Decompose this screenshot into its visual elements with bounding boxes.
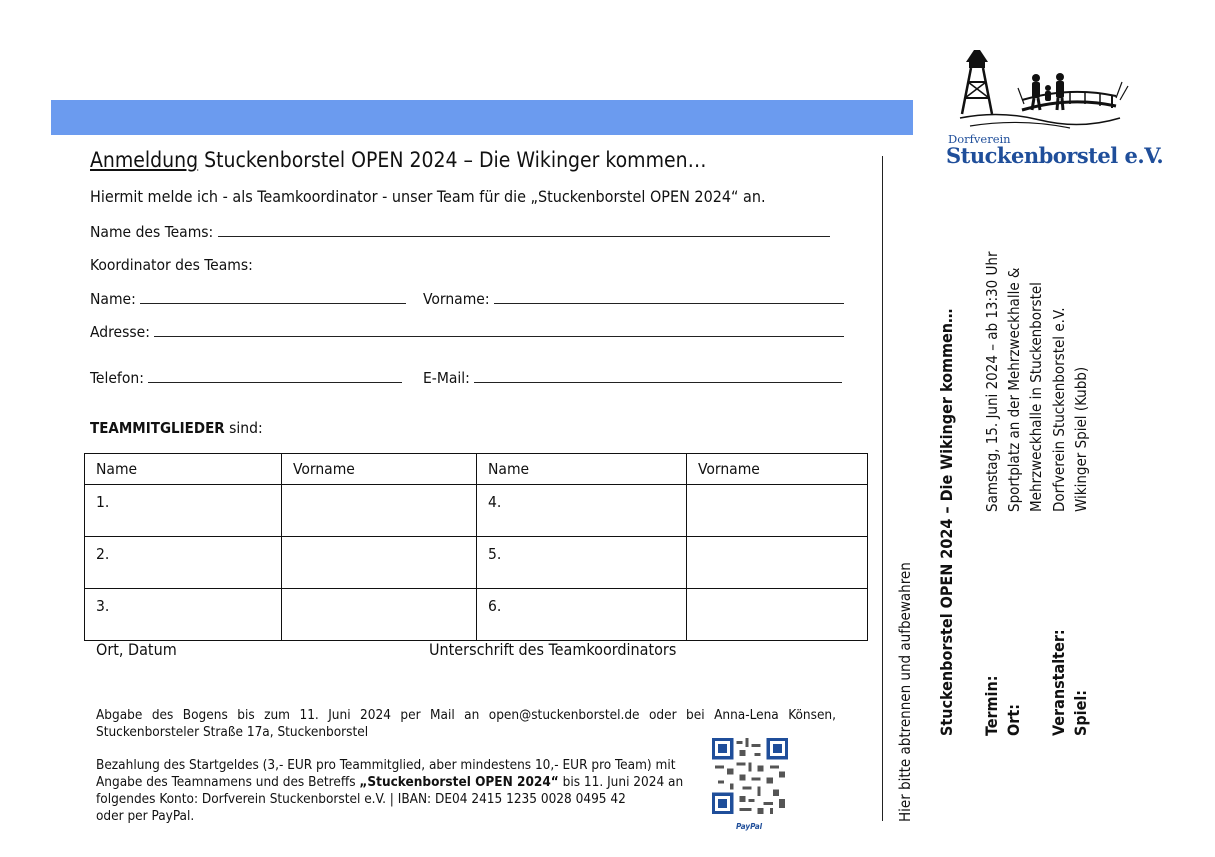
logo-small-text: Dorfverein xyxy=(948,132,1011,146)
member-vorname-cell[interactable] xyxy=(687,485,868,537)
spiel-label: Spiel: xyxy=(1071,689,1090,736)
coordinator-label: Koordinator des Teams: xyxy=(90,256,253,274)
email-field[interactable] xyxy=(474,368,842,383)
adresse-field[interactable] xyxy=(154,322,844,337)
member-name-cell[interactable]: 2. xyxy=(85,537,282,589)
payment-line-2 xyxy=(96,774,683,791)
spiel-value: Wikinger Spiel (Kubb) xyxy=(1072,366,1090,512)
member-vorname-cell[interactable] xyxy=(282,589,477,641)
header-bar xyxy=(51,100,913,135)
member-vorname-cell[interactable] xyxy=(282,537,477,589)
stub-labels-1 xyxy=(981,676,1025,737)
paypal-qr-code[interactable] xyxy=(712,738,788,814)
table-row xyxy=(85,485,868,537)
members-label xyxy=(90,419,263,437)
paypal-caption: PayPal xyxy=(736,822,763,831)
signature-label: Unterschrift des Teamkoordinators xyxy=(429,640,677,659)
table-row xyxy=(85,589,868,641)
member-vorname-cell[interactable] xyxy=(687,537,868,589)
submission-note xyxy=(96,707,836,741)
header-name-2: Name xyxy=(477,454,687,485)
stub-values-2 xyxy=(1048,307,1092,512)
vorname-row xyxy=(423,289,844,308)
cut-line xyxy=(882,156,883,821)
table-header-row xyxy=(85,454,868,485)
adresse-label: Adresse: xyxy=(90,323,150,341)
payment-line-3: folgendes Konto: Dorfverein Stuckenborstel e.V. | IBAN: DE04 2415 1235 0028 0495 42 xyxy=(96,791,626,807)
member-name-cell[interactable]: 6. xyxy=(477,589,687,641)
email-row xyxy=(423,368,842,387)
stub-values-1 xyxy=(981,252,1047,513)
name-row xyxy=(90,289,406,308)
title-rest: Stuckenborstel OPEN 2024 – Die Wikinger kommen… xyxy=(198,148,707,172)
telefon-label: Telefon: xyxy=(90,369,144,387)
logo-big-text: Stuckenborstel e.V. xyxy=(946,143,1164,168)
payment-line-2c: bis 11. Juni 2024 an xyxy=(558,774,684,790)
veranstalter-label: Veranstalter: xyxy=(1049,629,1068,736)
member-name-cell[interactable]: 1. xyxy=(85,485,282,537)
vorname-field[interactable] xyxy=(494,289,844,304)
payment-line-1: Bezahlung des Startgeldes (3,- EUR pro Teammitglied, aber mindestens 10,- EUR pro Team) mit xyxy=(96,757,676,773)
payment-line-2a: Angabe des Teamnamens und des Betreffs xyxy=(96,774,360,790)
members-label-rest: sind: xyxy=(224,419,263,437)
table-row xyxy=(85,537,868,589)
form-title xyxy=(90,148,707,172)
payment-line-4: oder per PayPal. xyxy=(96,808,195,824)
stub-event-title: Stuckenborstel OPEN 2024 – Die Wikinger kommen… xyxy=(937,308,956,736)
veranstalter-value: Dorfverein Stuckenborstel e.V. xyxy=(1050,307,1068,512)
name-field[interactable] xyxy=(140,289,406,304)
member-name-cell[interactable]: 5. xyxy=(477,537,687,589)
title-prefix: Anmeldung xyxy=(90,148,199,172)
stub-labels-2 xyxy=(1048,629,1092,736)
submission-line-2: Stuckenborsteler Straße 17a, Stuckenborstel xyxy=(96,724,369,740)
member-name-cell[interactable]: 4. xyxy=(477,485,687,537)
dorfverein-logo xyxy=(940,48,1164,168)
cut-note: Hier bitte abtrennen und aufbewahren xyxy=(896,562,914,822)
payment-note xyxy=(96,757,683,825)
payment-subject: „Stuckenborstel OPEN 2024“ xyxy=(359,774,559,790)
termin-label: Termin: xyxy=(982,675,1001,736)
team-name-label: Name des Teams: xyxy=(90,223,214,241)
members-label-bold: TEAMMITGLIEDER xyxy=(90,419,225,437)
header-vorname-1: Vorname xyxy=(282,454,477,485)
members-table xyxy=(84,453,868,641)
team-name-row xyxy=(90,222,830,241)
header-name-1: Name xyxy=(85,454,282,485)
member-vorname-cell[interactable] xyxy=(282,485,477,537)
team-name-field[interactable] xyxy=(218,222,830,237)
ort-label: Ort: xyxy=(1004,704,1023,736)
member-name-cell[interactable]: 3. xyxy=(85,589,282,641)
ort-value-2: Mehrzweckhalle in Stuckenborstel xyxy=(1027,282,1045,512)
qr-code-icon xyxy=(712,738,788,814)
telefon-field[interactable] xyxy=(148,368,402,383)
telefon-row xyxy=(90,368,402,387)
termin-value: Samstag, 15. Juni 2024 – ab 13:30 Uhr xyxy=(983,251,1001,512)
name-label: Name: xyxy=(90,290,136,308)
header-vorname-2: Vorname xyxy=(687,454,868,485)
vorname-label: Vorname: xyxy=(423,290,490,308)
adresse-row xyxy=(90,322,844,341)
place-date-label: Ort, Datum xyxy=(96,640,177,659)
intro-text: Hiermit melde ich - als Teamkoordinator - unser Team für die „Stuckenborstel OPEN 2024“ an. xyxy=(90,187,766,206)
ort-value-1: Sportplatz an der Mehrzweckhalle & xyxy=(1005,267,1023,512)
member-vorname-cell[interactable] xyxy=(687,589,868,641)
submission-line-1: Abgabe des Bogens bis zum 11. Juni 2024 per Mail an open@stuckenborstel.de oder bei Anna-Lena Könsen, xyxy=(96,707,836,723)
email-label: E-Mail: xyxy=(423,369,470,387)
